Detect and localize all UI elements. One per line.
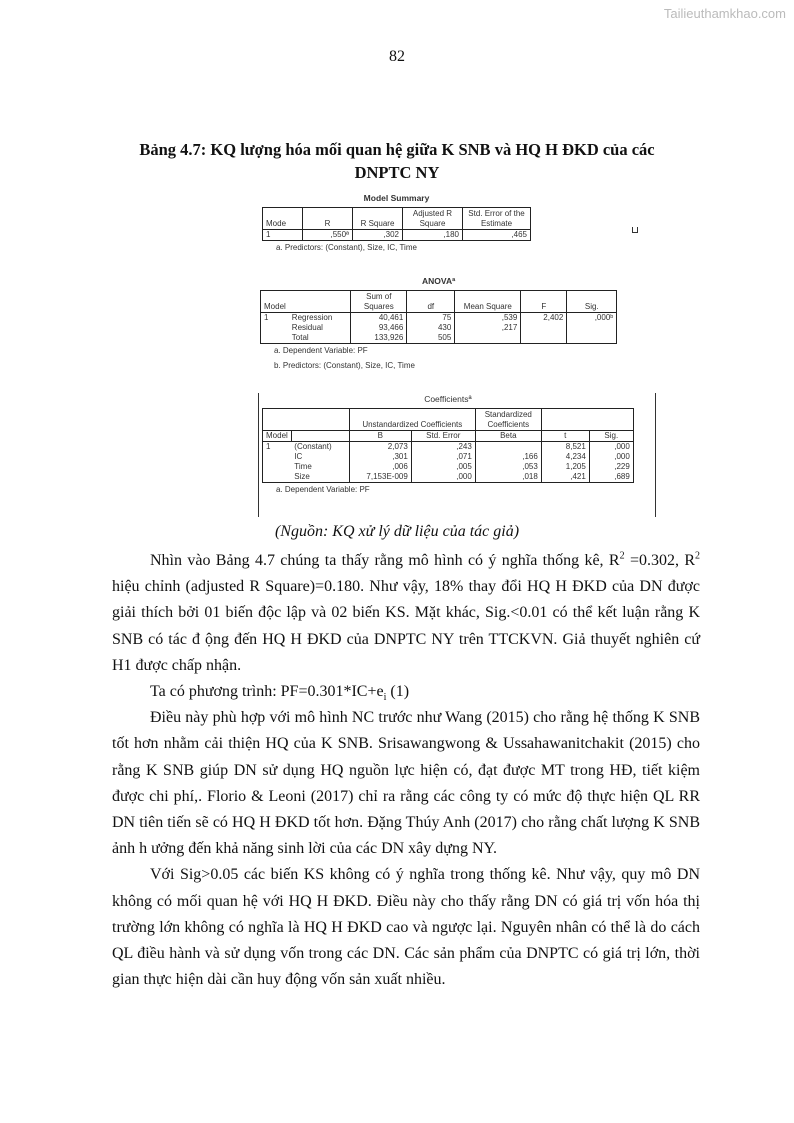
cell: ,217 [455, 323, 521, 333]
cell: ,000 [411, 472, 475, 483]
header-cell: Std. Error [411, 431, 475, 442]
table-title [100, 138, 694, 184]
header-cell: Unstandardized Coefficients [349, 409, 475, 431]
cell: ,301 [349, 452, 411, 462]
table-row [263, 472, 634, 483]
header-cell: B [349, 431, 411, 442]
cell [263, 472, 292, 483]
table-caption: ANOVAª [422, 276, 456, 286]
table-note: b. Predictors: (Constant), Size, IC, Time [274, 361, 415, 370]
cell: 1 [263, 230, 303, 241]
cell: IC [291, 452, 349, 462]
table-caption: Model Summary [363, 193, 430, 203]
cell: ,465 [463, 230, 531, 241]
cell: ,180 [403, 230, 463, 241]
header-cell: Model [261, 291, 289, 313]
cell: Time [291, 462, 349, 472]
header-cell: t [541, 431, 589, 442]
cell: 2,073 [349, 442, 411, 453]
table-row [263, 462, 634, 472]
cell: 430 [407, 323, 455, 333]
header-cell: Standardized Coefficients [475, 409, 541, 431]
header-cell: F [521, 291, 567, 313]
cell: ,302 [353, 230, 403, 241]
title-line: DNPTC NY [354, 163, 440, 182]
header-cell [291, 431, 349, 442]
text: hiệu chỉnh (adjusted R Square)=0.180. Như vậy, 18% thay đổi HQ H ĐKD của DN được giải thích bởi 01 biến độc lập và 02 biến KS. Mặt khác, Sig.<0.01 có thể kết luận rằng K SNB có tác đ ộng đến HQ H ĐKD của DNPTC NY trên TTCKVN. Giả thuyết nghiên cứ H1 được chấp nhận. [112, 578, 700, 674]
cell: ,006 [349, 462, 411, 472]
marker-icon [632, 227, 638, 233]
cell: ,071 [411, 452, 475, 462]
cell [261, 333, 289, 344]
source-caption: (Nguồn: KQ xử lý dữ liệu của tác giả) [274, 523, 520, 540]
cell: 40,461 [351, 313, 407, 324]
text: 2 [619, 550, 625, 562]
coefficients-table [262, 394, 634, 494]
paragraph [112, 679, 700, 705]
cell [263, 452, 292, 462]
table-note: a. Dependent Variable: PF [276, 485, 370, 494]
cell: ,229 [589, 462, 633, 472]
title-line: Bảng 4.7: KQ lượng hóa mối quan hệ giữa K SNB và HQ H ĐKD của các [139, 140, 655, 159]
cell [261, 323, 289, 333]
header-cell: Adjusted R Square [403, 208, 463, 230]
cell [567, 333, 617, 344]
cell: (Constant) [291, 442, 349, 453]
header-cell: Mean Square [455, 291, 521, 313]
cell: 505 [407, 333, 455, 344]
cell [455, 333, 521, 344]
cell: 7,153E-009 [349, 472, 411, 483]
cell: ,000ᵇ [567, 313, 617, 324]
cell: 133,926 [351, 333, 407, 344]
cell: ,166 [475, 452, 541, 462]
table-row [261, 323, 617, 333]
cell [475, 442, 541, 453]
cell: 1 [261, 313, 289, 324]
table-header [263, 431, 634, 442]
table-note: a. Predictors: (Constant), Size, IC, Time [276, 243, 417, 252]
table-header [261, 291, 617, 313]
header-cell: Sum of Squares [351, 291, 407, 313]
cell: ,000 [589, 452, 633, 462]
header-cell: Sig. [589, 431, 633, 442]
table-group-header [263, 409, 634, 431]
text: Ta có phương trình: PF=0.301*IC+e [150, 683, 384, 701]
cell: 2,402 [521, 313, 567, 324]
paragraph: Với Sig>0.05 các biến KS không có ý nghĩa trong thống kê. Như vậy, quy mô DN không có mối quan hệ với HQ H ĐKD. Điều này cho thấy rằng DN có giá trị vốn hóa thị trường lớn không có nghĩa là HQ H ĐKD cao và ngược lại. Nguyên nhân có thể là do cách QL điều hành và sử dụng vốn trong các DN. Các sản phẩm của DNPTC có giá trị lớn, thời gian thực hiện dài cần huy động vốn sản xuất nhiều. [112, 866, 700, 989]
cell: 4,234 [541, 452, 589, 462]
table-row [261, 333, 617, 344]
table-row [263, 230, 531, 241]
table-row [261, 313, 617, 324]
table-row [263, 442, 634, 453]
table-caption: Coefficientsª [424, 394, 472, 404]
cell [263, 462, 292, 472]
paragraph: Điều này phù hợp với mô hình NC trước như Wang (2015) cho rằng hệ thống K SNB tốt hơn nhằm cải thiện HQ của K SNB. Srisawangwong & Ussahawanitchakit (2015) cho rằng K SNB giúp DN sử dụng HQ nguồn lực hiện có, đạt được MT trong HĐ, tiết kiệm được chi phí,. Florio & Leoni (2017) chỉ ra rằng các công ty có mức độ thực hiện QL RR DN tiên tiến sẽ có HQ H ĐKD tốt hơn. Đặng Thúy Anh (2017) cho rằng chất lượng K SNB ảnh h ưởng đến khả năng sinh lời của các DN xây dựng NY. [112, 709, 700, 858]
body-text [112, 548, 700, 993]
cell: Size [291, 472, 349, 483]
cell: Total [289, 333, 351, 344]
header-cell: df [407, 291, 455, 313]
page-number: 82 [389, 48, 405, 65]
text: =0.302, R [624, 552, 695, 569]
cell: 8,521 [541, 442, 589, 453]
cell: ,053 [475, 462, 541, 472]
table-header [263, 208, 531, 230]
cell: 75 [407, 313, 455, 324]
table-row [263, 452, 634, 462]
header-cell: Mode [263, 208, 303, 230]
cell: ,018 [475, 472, 541, 483]
cell: ,000 [589, 442, 633, 453]
watermark: Tailieuthamkhao.com [663, 6, 786, 21]
cell: 1,205 [541, 462, 589, 472]
text: Nhìn vào Bảng 4.7 chúng ta thấy rằng mô hình có ý nghĩa thống kê, R [150, 552, 620, 569]
text: (1) [386, 683, 410, 701]
text: i [383, 692, 387, 704]
cell: ,421 [541, 472, 589, 483]
cell: ,550ª [303, 230, 353, 241]
anova-table [260, 276, 617, 370]
paragraph [112, 548, 700, 679]
cell: ,689 [589, 472, 633, 483]
cell: Residual [289, 323, 351, 333]
cell: ,005 [411, 462, 475, 472]
header-cell [289, 291, 351, 313]
header-cell: Beta [475, 431, 541, 442]
cell [521, 323, 567, 333]
text: 2 [695, 550, 700, 562]
cell: 1 [263, 442, 292, 453]
cell: 93,466 [351, 323, 407, 333]
cell: ,243 [411, 442, 475, 453]
header-cell: Model [263, 431, 292, 442]
table-note: a. Dependent Variable: PF [274, 346, 368, 355]
header-cell: R [303, 208, 353, 230]
cell [521, 333, 567, 344]
header-cell: Std. Error of the Estimate [463, 208, 531, 230]
model-summary-table [262, 193, 531, 252]
cell [567, 323, 617, 333]
cell: ,539 [455, 313, 521, 324]
cell: Regression [289, 313, 351, 324]
header-cell: Sig. [567, 291, 617, 313]
header-cell: R Square [353, 208, 403, 230]
